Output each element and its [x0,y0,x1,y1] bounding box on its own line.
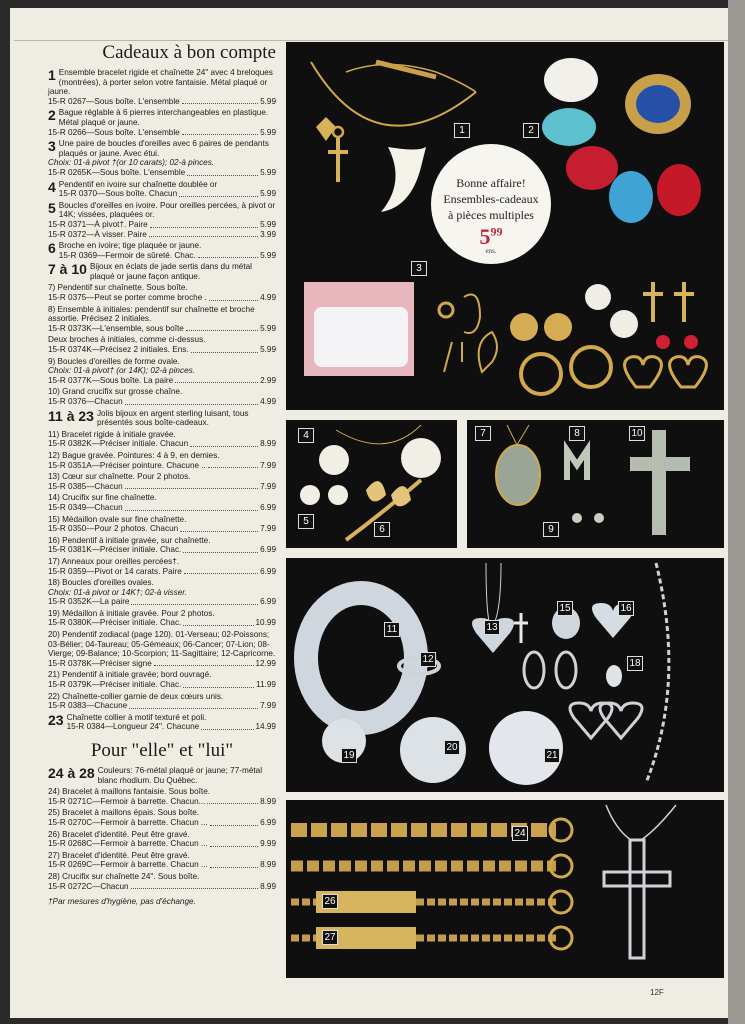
price-line [48,882,276,892]
item-label-5: 5 [298,514,314,529]
item-number: 6 [48,240,56,257]
section-title: Cadeaux à bon compte [102,42,276,63]
item-description: Bague réglable à 6 pierres interchangeables en plastique. Métal plaqué or jaune. [58,108,269,127]
item-description: Ensemble bracelet rigide et chaînette 24" avec 4 breloques (montrées), à porter selon votre fantaisie. Métal plaqué or jaune. [48,68,273,97]
item-description: 21) Pendentif à initiale gravée; bord ouvragé. [48,670,212,680]
price: 12.99 [255,658,276,668]
price: 6.99 [260,566,276,576]
photo-ivory [286,420,457,548]
photo-jade [467,420,724,548]
item-description: 18) Boucles d'oreilles ovales. [48,578,154,588]
product-entry [48,536,276,555]
price-line [48,818,276,828]
item-description: Bijoux en éclats de jade sertis dans du métal plaqué or jaune façon antique. [89,262,252,281]
item-description: 22) Chaînette-collier garnie de deux cœurs unis. [48,691,224,701]
price-line [48,220,276,230]
leader-dots [191,345,258,353]
product-entry [48,305,276,334]
catalog-code: 15-R 0350—Pour 2 photos. Chacun [48,524,179,534]
product-entry [48,108,276,137]
product-entry [48,180,276,199]
item-description: Pendentif en ivoire sur chaînette doublée or [58,179,218,189]
catalog-code: 15-R 0267—Sous boîte. L'ensemble [48,96,180,106]
product-entry [48,241,276,260]
item-label-6: 6 [374,522,390,537]
catalog-code: 15-R 0382K—Préciser initiale. Chacun [48,439,189,449]
entries-list-2 [48,766,276,891]
leader-dots [208,461,258,469]
catalog-code: 15-R 0351A—Préciser pointure. Chacune .. [48,460,206,470]
price: 2.99 [260,375,276,385]
catalog-code: 15-R 0379K—Préciser initiale. Chac. [48,680,182,690]
bargain-badge [431,144,551,264]
catalog-code: 15-R 0271C—Fermoir à barrette. Chacun... [48,796,206,806]
leader-dots [131,597,258,605]
price-dollars: 5 [479,224,491,249]
price-line [48,524,276,534]
product-entry [48,630,276,668]
item-label-2: 2 [523,123,539,138]
catalog-code: 15-R 0268C—Fermoir à barrette. Chacun ... [48,839,208,849]
catalog-code: 15-R 0375—Peut se porter comme broche . [48,293,207,303]
section-title-2: Pour "elle" et "lui" [90,740,234,761]
item-label-24: 24 [512,826,528,841]
price-line [48,439,276,449]
badge-line-3: à pièces multiples [448,208,534,222]
item-label-4: 4 [298,428,314,443]
item-number: 7 à 10 [48,261,87,278]
price: 5.99 [260,345,276,355]
catalog-code: 15-R 0359—Pivot or 14 carats. Paire [48,566,182,576]
item-label-20: 20 [444,740,460,755]
product-entry [48,578,276,607]
item-description: 28) Crucifix sur chaînette 24". Sous boîte. [48,871,200,881]
leader-dots [190,439,258,447]
badge-unit: ens. [485,247,497,255]
item-label-19: 19 [341,748,357,763]
leader-dots [209,293,258,301]
item-description: Jolis bijoux en argent sterling luisant, tous présentés sous boîte-cadeaux. [96,408,249,428]
price-line [59,189,276,199]
item-description: Une paire de boucles d'oreilles avec 6 paires de pendants plaqués or jaune. Avec étui. [58,139,269,158]
item-number: 3 [48,138,56,155]
catalog-code: 15-R 0352K—La paire [48,597,130,607]
catalog-code: 15-R 0370—Sous boîte. Chacun [58,189,178,199]
price: 3.99 [260,229,276,239]
product-entry [48,451,276,470]
price: 5.99 [260,167,276,177]
item-description: 25) Bracelet à maillons épais. Sous boîte. [48,808,200,818]
price-line [48,839,276,849]
price-line [48,680,276,690]
item-description: 7) Pendentif sur chaînette. Sous boîte. [48,283,188,293]
leader-dots [210,860,258,868]
catalog-code: 15-R 0380K—Préciser initiale. Chac. [48,618,182,628]
product-entry [48,430,276,449]
catalog-code: 15-R 0372—À visser. Paire [48,229,147,239]
page-number: 12F [650,988,664,997]
item-label-21: 21 [544,748,560,763]
product-entry [48,515,276,534]
price-line [48,597,276,607]
item-description: 10) Grand crucifix sur grosse chaîne. [48,387,183,397]
catalog-code: 15-R 0272C—Chacun [48,881,129,891]
item-choice: Choix: 01-à pivot or 14K†; 02-à visser. [48,587,187,597]
leader-dots [125,482,258,490]
leader-dots [125,397,258,405]
item-label-12: 12 [420,652,436,667]
product-text-column [48,42,276,906]
leader-dots [201,722,253,730]
product-entry [48,472,276,491]
item-description: 17) Anneaux pour oreilles percées†. [48,556,180,566]
catalog-code: 15-R 0381K—Préciser initiale. Chac. [48,545,182,555]
price-line [48,461,276,471]
product-entry [48,493,276,512]
leader-dots [183,545,258,553]
crucifix-28 [604,805,676,958]
product-entry [48,872,276,891]
leader-dots [179,189,258,197]
price: 6.99 [260,502,276,512]
badge-line-1: Bonne affaire! [456,176,526,190]
product-entry [48,262,276,281]
item-number: 23 [48,711,64,728]
entries-list [48,68,276,732]
leader-dots [175,376,258,384]
item-label-18: 18 [627,656,643,671]
price: 7.99 [260,460,276,470]
price-line [48,567,276,577]
catalog-code: 15-R 0383—Chacune [48,701,128,711]
leader-dots [186,324,258,332]
leader-dots [184,567,258,575]
price: 14.99 [255,722,276,732]
product-entry [48,335,276,354]
product-entry [48,201,276,239]
catalog-code: 15-R 0378K—Préciser signe [48,658,152,668]
price-line [48,545,276,555]
item-choice: Choix: 01-à pivot †(or 10 carats); 02-à pinces. [48,158,215,168]
leader-dots [207,797,258,805]
price: 5.99 [260,127,276,137]
item-description: 24) Bracelet à maillons fantaisie. Sous boîte. [48,787,211,797]
price: 8.99 [260,881,276,891]
catalog-code: 15-R 0265K—Sous boîte. L'ensemble [48,167,186,177]
price-line [48,618,276,628]
leader-dots [154,659,254,667]
item-description: 19) Médaillon à initiale gravée. Pour 2 photos. [48,608,215,618]
catalog-code: 15-R 0385—Chacun [48,481,123,491]
product-entry [48,670,276,689]
item-label-15: 15 [557,601,573,616]
price: 8.99 [260,439,276,449]
item-label-7: 7 [475,426,491,441]
footnote: †Par mesures d'hygiène, pas d'échange. [48,897,196,907]
bracelet-25 [291,855,572,877]
product-entry [48,808,276,827]
product-entry [48,557,276,576]
price: 10.99 [255,618,276,628]
price: 5.99 [260,250,276,260]
item-label-1: 1 [454,123,470,138]
leader-dots [198,251,258,259]
product-entry [48,609,276,628]
price: 5.99 [260,219,276,229]
leader-dots [149,230,258,238]
catalog-code: 15-R 0384—Longueur 24". Chacune [66,722,200,732]
catalog-code: 15-R 0377K—Sous boîte. La paire [48,375,174,385]
item-description: 13) Cœur sur chaînette. Pour 2 photos. [48,472,191,482]
catalog-code: 15-R 0376—Chacun [48,397,123,406]
price: 4.99 [260,397,276,406]
binding-spine [728,0,745,1024]
catalog-code: 15-R 0349—Chacun [48,502,123,512]
leader-dots [182,128,258,136]
price-line [67,722,276,732]
item-number: 5 [48,199,56,216]
product-entry [48,139,276,177]
leader-dots [180,524,258,532]
item-label-3: 3 [411,261,427,276]
price-line [48,797,276,807]
leader-dots [125,503,258,511]
leader-dots [210,818,258,826]
item-description: 11) Bracelet rigide à initiale gravée. [48,429,176,439]
price-line [48,482,276,492]
price: 6.99 [260,597,276,607]
item-description: 27) Bracelet d'identité. Peut être gravé. [48,850,190,860]
product-entry [48,766,276,785]
price-line [48,293,276,303]
catalog-code: 15-R 0374K—Précisez 2 initiales. Ens. [48,345,189,355]
price: 7.99 [260,481,276,491]
item-choice: Choix: 01-à pivot† (or 14K); 02-à pinces. [48,366,195,376]
product-entry [48,409,276,428]
top-rule [14,40,728,41]
item-description: 20) Pendentif zodiacal (page 120). 01-Verseau; 02-Poissons; 03-Bélier; 04-Taureau; 05-Gémeaux; 06-Cancer; 07-Lion; 08-Vierge; 09-Balance; 10-Scorpion; 11-Sagittaire; 12-Capricorne. [48,630,276,659]
leader-dots [183,680,254,688]
item-description: 9) Boucles d'oreilles de forme ovale. [48,356,180,366]
item-number: 1 [48,67,56,83]
price-line [48,701,276,711]
bracelet-24 [291,819,572,841]
jade-illustration [467,420,724,548]
price-line [48,376,276,386]
leader-dots [187,168,258,176]
price-line [48,860,276,870]
price-cents: 99 [490,224,503,239]
item-label-13: 13 [484,620,500,635]
item-number: 11 à 23 [48,407,94,424]
bracelet-illustration [286,800,724,978]
price: 6.99 [260,817,276,827]
product-entry [48,787,276,806]
price: 9.99 [260,839,276,849]
price-line [48,128,276,138]
catalog-code: 15-R 0371—À pivot†. Paire [48,219,148,229]
leader-dots [210,839,258,847]
item-description: 15) Médaillon ovale sur fine chaînette. [48,514,187,524]
item-label-26: 26 [322,894,338,909]
product-entry [48,387,276,406]
item-description: 8) Ensemble à initiales: pendentif sur chaînette et broche assortie. Précisez 2 initiales. [48,304,255,324]
leader-dots [183,618,253,626]
photo-sterling [286,558,724,792]
item-label-10: 10 [629,426,645,441]
price-line [48,168,276,178]
leader-dots [131,882,259,890]
price: 7.99 [260,524,276,534]
product-entry [48,830,276,849]
item-description: Couleurs: 76-métal plaqué or jaune; 77-métal blanc rhodium. Du Québec. [97,766,263,785]
leader-dots [182,97,258,105]
item-label-27: 27 [322,930,338,945]
item-number: 2 [48,107,56,124]
price: 5.99 [260,323,276,333]
item-description: Boucles d'oreilles en ivoire. Pour oreilles percées, à pivot or 14K; vissées, plaquées or. [58,200,276,220]
item-number: 4 [48,178,56,195]
catalog-code: 15-R 0269C—Fermoir à barrette. Chacun ... [48,860,208,870]
item-description: 26) Bracelet d'identité. Peut être gravé. [48,829,190,839]
price: 7.99 [260,701,276,711]
product-entry [48,851,276,870]
item-label-9: 9 [543,522,559,537]
item-description: 12) Bague gravée. Pointures: 4 à 9, en demies. [48,450,220,460]
price: 11.99 [256,680,276,690]
price: 5.99 [260,189,276,199]
price: 4.99 [260,293,276,303]
catalog-code: 15-R 0266—Sous boîte. L'ensemble [48,127,180,137]
item-label-16: 16 [618,601,634,616]
product-entry [48,692,276,711]
price: 8.99 [260,860,276,870]
price-line [48,503,276,513]
price: 8.99 [260,796,276,806]
product-entry [48,713,276,732]
item-description: Broche en ivoire; tige plaquée or jaune. [58,241,202,251]
price-line [48,345,276,355]
product-entry [48,68,276,106]
item-number: 24 à 28 [48,765,95,781]
photo-bracelets [286,800,724,978]
price-line [48,97,276,107]
price-line [48,324,276,334]
leader-dots [129,701,258,709]
leader-dots [150,220,258,228]
price-line [48,397,276,407]
price-line [48,659,276,669]
item-label-8: 8 [569,426,585,441]
product-entry [48,357,276,386]
price-line [48,230,276,240]
product-entry [48,283,276,302]
price: 6.99 [260,545,276,555]
catalog-code: 15-R 0373K—L'ensemble, sous boîte [48,323,184,333]
price-line [59,251,276,261]
item-description: 14) Crucifix sur fine chaînette. [48,493,157,503]
item-description: Chaînette collier à motif texturé et poli. [66,712,207,722]
price: 5.99 [260,96,276,106]
item-description: Deux broches à initiales, comme ci-dessus. [48,335,206,345]
badge-line-2: Ensembles-cadeaux [443,192,539,206]
catalog-code: 15-R 0270C—Fermoir à barrette. Chacun ... [48,817,208,827]
catalog-code: 15-R 0369—Fermoir de sûreté. Chac. [58,250,196,260]
photo-gift-sets [286,42,724,410]
item-description: 16) Pendentif à initiale gravée, sur chaînette. [48,535,211,545]
item-label-11: 11 [384,622,400,637]
